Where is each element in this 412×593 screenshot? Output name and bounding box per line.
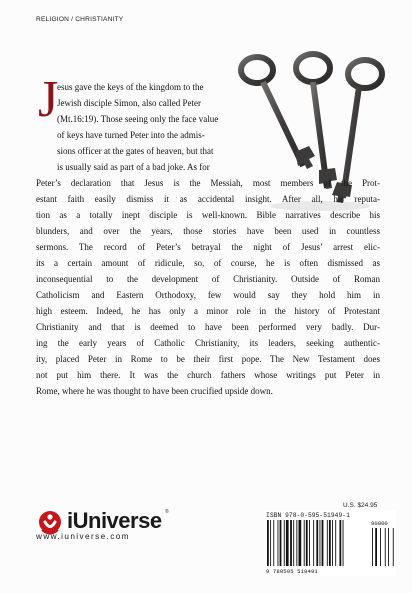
blurb-line: tion as a totally inept disciple is well-known. Bible narratives describe his bbox=[36, 210, 380, 220]
blurb-line: esus gave the keys of the kingdom to the bbox=[57, 82, 204, 92]
blurb-line: of keys have turned Peter into the admis- bbox=[57, 130, 205, 140]
blurb-line: estant faith easily dismiss it as accidental insight. After all, his reputa- bbox=[36, 194, 380, 204]
barcode-addon-number: 90000 bbox=[371, 520, 388, 527]
blurb-line: sions officer at the gates of heaven, but that bbox=[57, 146, 214, 156]
blurb-line: ing the early years of Catholic Christianity, its leaders, seeking authentic- bbox=[36, 338, 380, 348]
blurb-line: ity, placed Peter in Rome to be their first pope. The New Testament does bbox=[36, 354, 380, 364]
blurb-line: (Mt.16:19). Those seeing only the face value bbox=[57, 114, 219, 124]
blurb-line: Jewish disciple Simon, also called Peter bbox=[57, 98, 201, 108]
drop-cap: J bbox=[38, 71, 59, 128]
blurb-line: Peter’s declaration that Jesus is the Messiah, most members of the Prot- bbox=[36, 178, 380, 188]
blurb-line: is usually said as part of a bad joke. As for bbox=[57, 162, 210, 172]
trademark-symbol: ® bbox=[165, 509, 169, 515]
barcode-bars bbox=[266, 520, 394, 568]
isbn-label: ISBN 978-0-595-51949-1 bbox=[266, 512, 350, 519]
blurb-line: Rome, where he was thought to have been crucified upside down. bbox=[36, 386, 273, 396]
blurb-line: Catholicism and Eastern Orthodoxy, few would say they hold him in bbox=[36, 290, 380, 300]
price-label: U.S. $24.95 bbox=[343, 502, 378, 509]
blurb-line: high esteem. Indeed, he has only a minor role in the history of Protestant bbox=[36, 306, 380, 316]
blurb-line: not put him there. It was the church fathers whose writings put Peter in bbox=[36, 370, 380, 380]
blurb-line: blunders, and over the years, those stories have been used in countless bbox=[36, 226, 380, 236]
key-left bbox=[241, 57, 303, 166]
blurb-line: inconsequential to the development of Christianity. Outside of Roman bbox=[36, 274, 380, 284]
blurb-line: Christianity and that is deemed to have been performed very badly. Dur- bbox=[36, 322, 380, 332]
category-label: RELIGION / CHRISTIANITY bbox=[36, 16, 124, 23]
key-middle bbox=[296, 54, 330, 188]
publisher-name: iUniverse bbox=[67, 508, 162, 533]
blurb-line: its a certain amount of ridicule, so, of course, he is often dismissed as bbox=[36, 258, 380, 268]
publisher-url: www.iuniverse.com bbox=[36, 532, 130, 541]
blurb-line: sermons. The record of Peter’s betrayal the night of Jesus’ arrest elic- bbox=[36, 242, 380, 252]
barcode-number: 9 780595 519491 bbox=[266, 568, 318, 575]
